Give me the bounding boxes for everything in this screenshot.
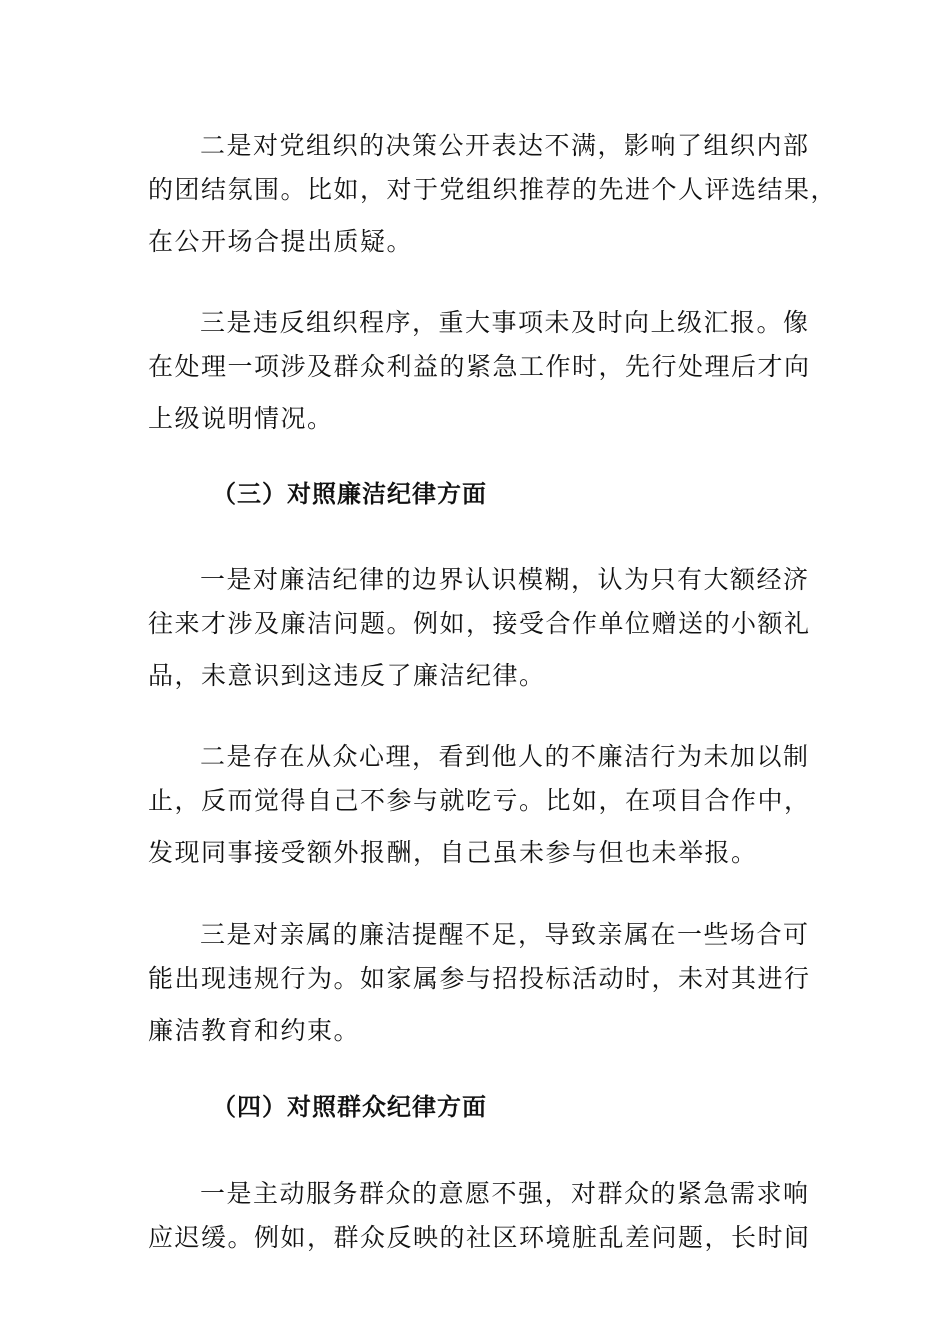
paragraph-line: 发现同事接受额外报酬，自己虽未参与但也未举报。: [148, 838, 758, 867]
paragraph-line: 三是对亲属的廉洁提醒不足，导致亲属在一些场合可: [200, 920, 810, 949]
section-heading-mass-discipline: （四）对照群众纪律方面: [212, 1092, 487, 1121]
paragraph-line: 三是违反组织程序，重大事项未及时向上级汇报。像: [200, 308, 810, 337]
paragraph-relatives-reminder: [148, 913, 811, 1053]
paragraph-line: 廉洁教育和约束。: [148, 1016, 361, 1045]
paragraph-line: 上级说明情况。: [148, 404, 334, 433]
paragraph-line: 在公开场合提出质疑。: [148, 227, 414, 256]
paragraph-serve-masses: [148, 1172, 811, 1260]
paragraph-line: 一是主动服务群众的意愿不强，对群众的紧急需求响: [200, 1179, 810, 1208]
paragraph-organization-procedure: [148, 301, 811, 441]
paragraph-line: 一是对廉洁纪律的边界认识模糊，认为只有大额经济: [200, 565, 810, 594]
paragraph-line: 往来才涉及廉洁问题。例如，接受合作单位赠送的小额礼: [148, 609, 811, 638]
paragraph-line: 止，反而觉得自己不参与就吃亏。比如，在项目合作中，: [148, 786, 811, 815]
paragraph-integrity-boundary: [148, 558, 811, 698]
paragraph-line: 的团结氛围。比如，对于党组织推荐的先进个人评选结果，: [148, 175, 838, 204]
paragraph-organization-decision: [148, 124, 838, 264]
paragraph-line: 在处理一项涉及群众利益的紧急工作时，先行处理后才向: [148, 352, 811, 381]
paragraph-line: 品，未意识到这违反了廉洁纪律。: [148, 661, 546, 690]
paragraph-line: 应迟缓。例如，群众反映的社区环境脏乱差问题，长时间: [148, 1223, 811, 1252]
section-heading-integrity-discipline: （三）对照廉洁纪律方面: [212, 479, 487, 508]
paragraph-line: 二是存在从众心理，看到他人的不廉洁行为未加以制: [200, 742, 810, 771]
paragraph-line: 能出现违规行为。如家属参与招投标活动时，未对其进行: [148, 964, 811, 993]
paragraph-line: 二是对党组织的决策公开表达不满，影响了组织内部: [200, 131, 810, 160]
paragraph-conformity: [148, 735, 811, 875]
